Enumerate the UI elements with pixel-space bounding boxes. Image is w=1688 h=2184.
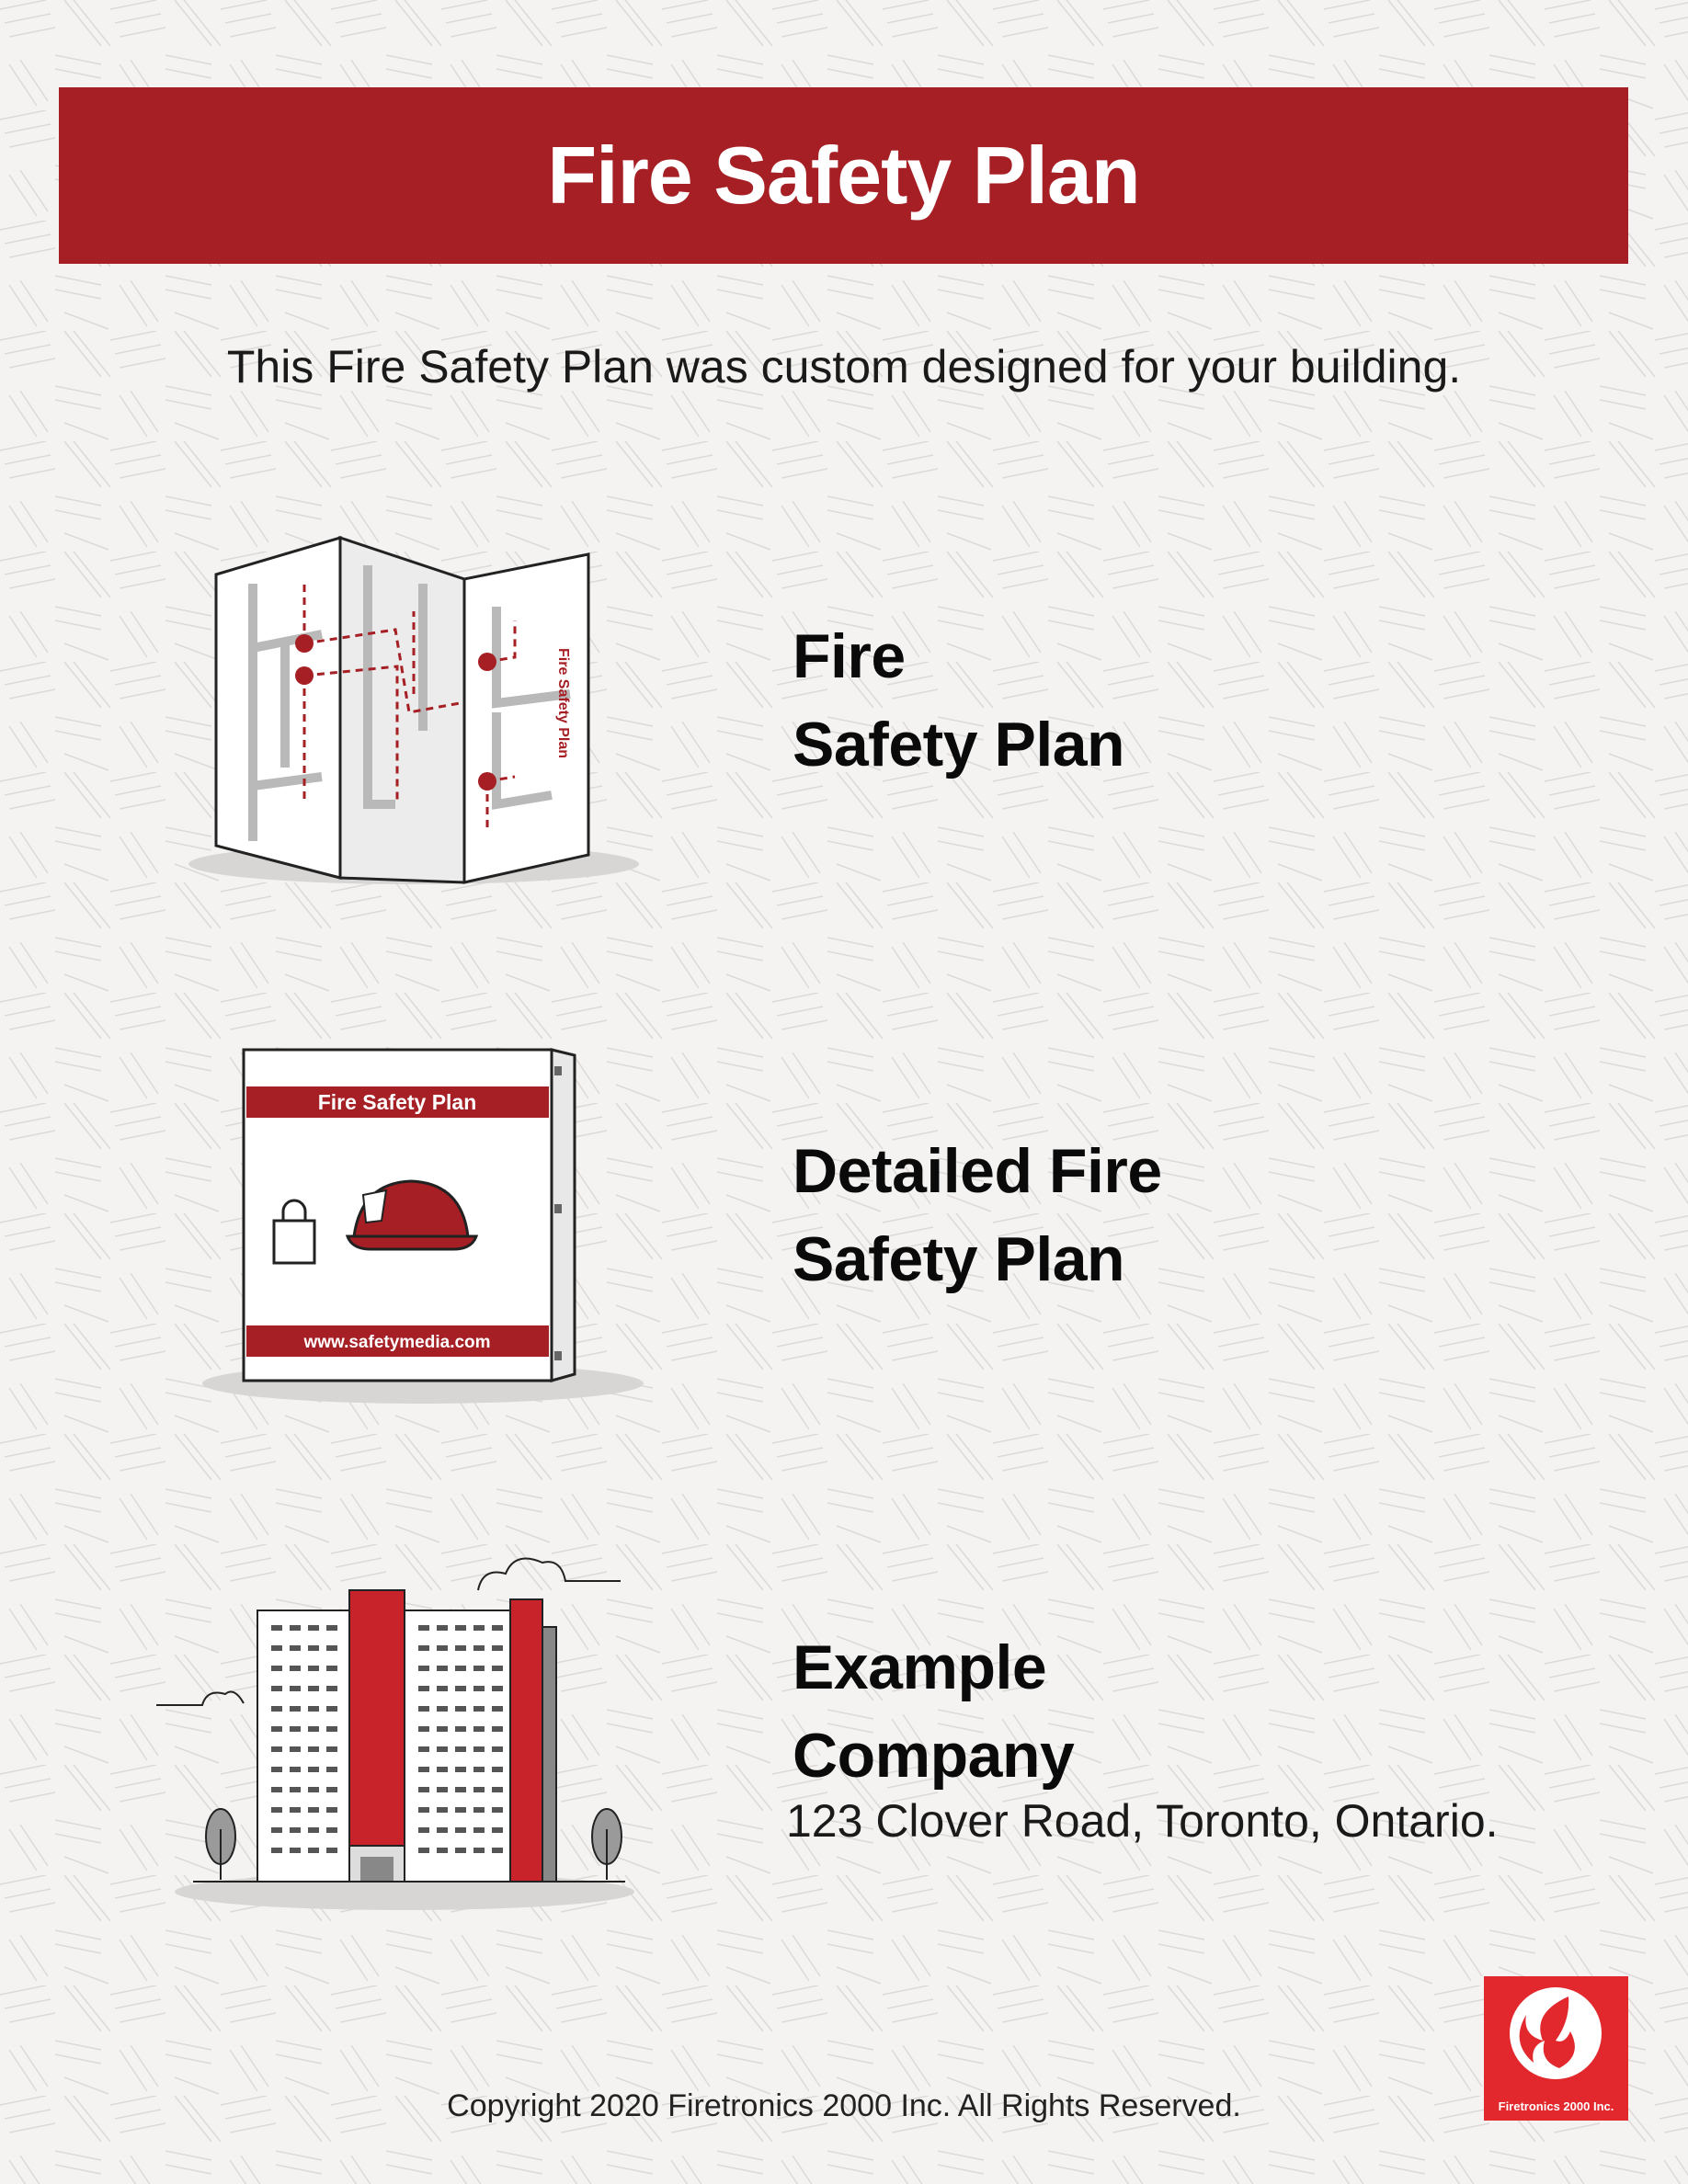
map-side-label: Fire Safety Plan	[555, 648, 571, 759]
tree-right-icon	[592, 1809, 622, 1880]
copyright-text: Copyright 2020 Firetronics 2000 Inc. All Rights Reserved.	[447, 2088, 1241, 2123]
section-title-fire-safety-plan	[793, 612, 1124, 789]
document-box-icon	[184, 1039, 644, 1406]
box-label: Fire Safety Plan	[317, 1090, 477, 1114]
tree-left-icon	[206, 1809, 235, 1880]
box-url: www.safetymedia.com	[303, 1333, 491, 1352]
logo-text: Firetronics 2000 Inc.	[1498, 2099, 1614, 2113]
section-title-line1: Detailed Fire	[793, 1136, 1162, 1206]
section-title-detailed-fire-safety-plan	[793, 1127, 1162, 1303]
header-banner	[59, 87, 1628, 264]
building-icon	[156, 1544, 653, 1921]
company-address: 123 Clover Road, Toronto, Ontario.	[786, 1795, 1499, 1847]
section-title-line2: Company	[793, 1721, 1075, 1791]
section-title-line1: Fire	[793, 621, 906, 691]
section-title-line2: Safety Plan	[793, 1224, 1125, 1294]
folded-floor-plan-icon	[184, 529, 644, 896]
section-title-line2: Safety Plan	[793, 710, 1125, 779]
section-title-example-company	[793, 1623, 1074, 1800]
intro-text: This Fire Safety Plan was custom designed for your building.	[226, 341, 1462, 392]
section-title-line1: Example	[793, 1632, 1047, 1702]
page-title: Fire Safety Plan	[547, 130, 1140, 221]
flame-icon	[1484, 1976, 1628, 2096]
